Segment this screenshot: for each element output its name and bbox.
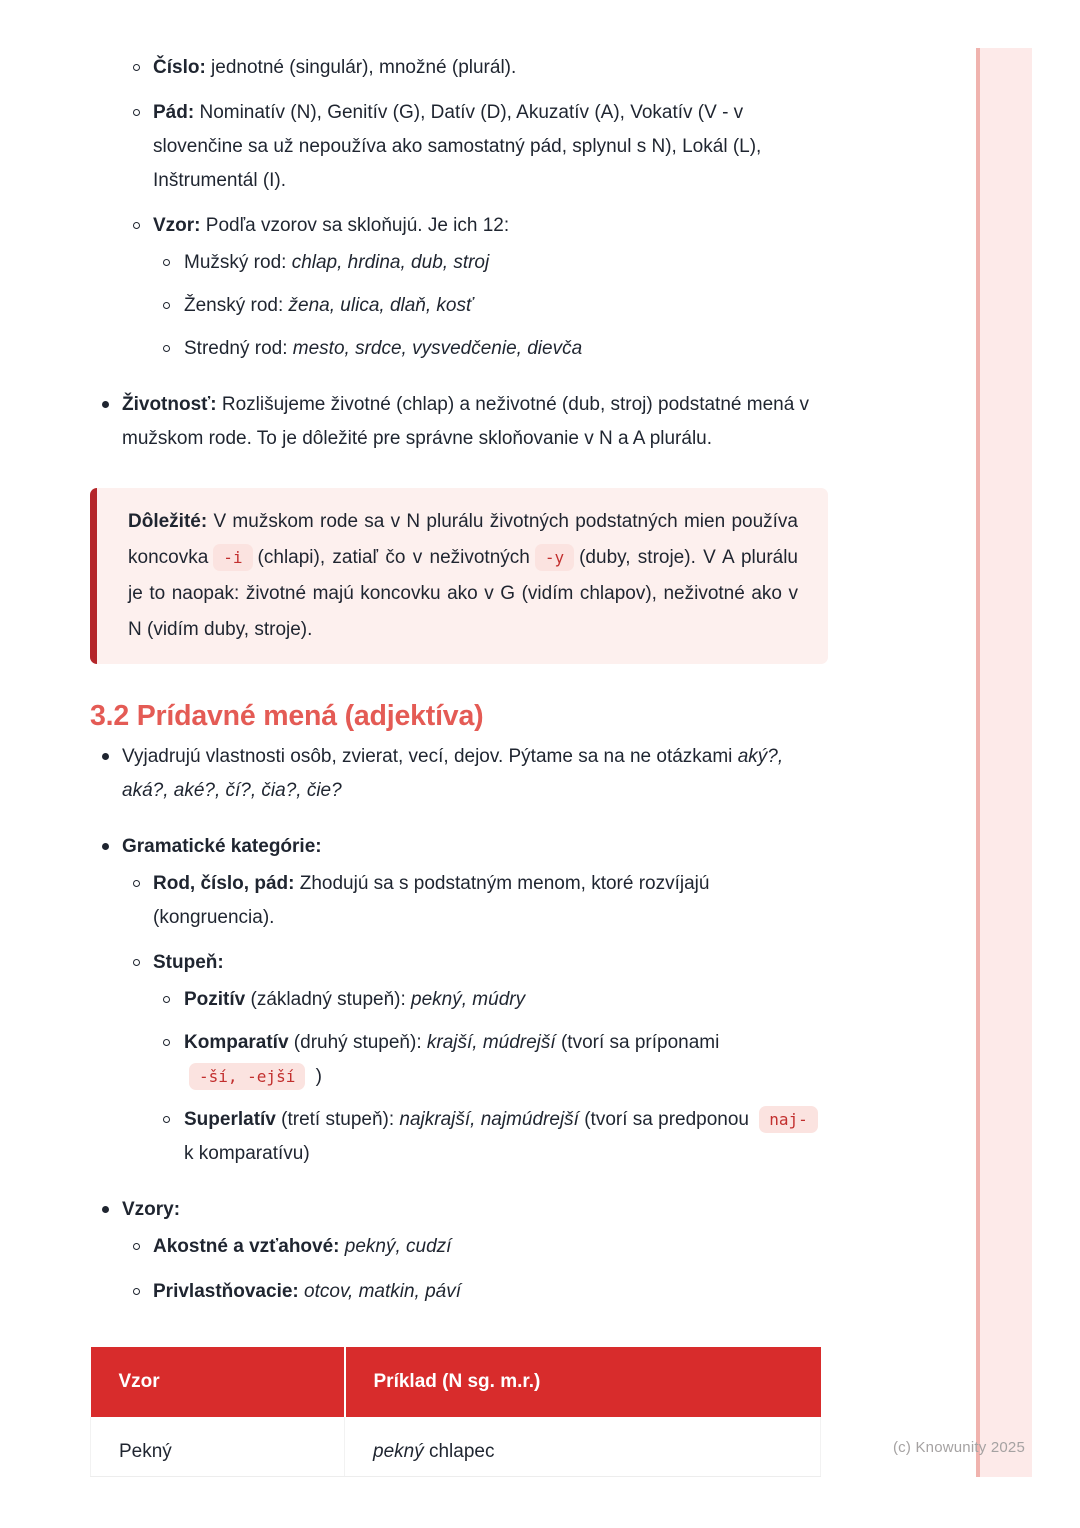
text-segment: V mužskom rode sa v N plurálu životných podstatných mien používa koncovka [128, 511, 798, 568]
bullet-marker-icon [133, 222, 140, 229]
list-item [90, 867, 828, 935]
list-item-text [122, 394, 809, 449]
watermark: (c) Knowunity 2025 [892, 1439, 1025, 1456]
text-segment: najkrajší, najmúdrejší [399, 1109, 579, 1130]
table-header-label: Vzor [118, 1371, 160, 1392]
list-item-text [122, 746, 783, 801]
text-segment: mesto, srdce, vysvedčenie, dievča [292, 338, 583, 359]
list-item [90, 946, 828, 980]
text-segment: Číslo: [153, 57, 206, 78]
table-row [91, 1417, 821, 1477]
bullet-marker-icon [163, 996, 170, 1003]
text-segment: Pekný [119, 1441, 172, 1462]
list-item [90, 1026, 828, 1094]
text-segment: (základný stupeň): [245, 989, 412, 1010]
text-segment: (duby, stroje). V A plurálu je to naopak: životné majú koncovku ako v G (vidím chlapov), neživotné ako v N (vidím duby, stroje). [128, 547, 798, 640]
text-segment: Stupeň: [153, 952, 224, 973]
list-item [90, 1193, 828, 1227]
list-item-text [153, 952, 224, 973]
bullet-marker-icon [163, 302, 170, 309]
bullet-marker-icon [133, 1243, 140, 1250]
text-segment: chlap, hrdina, dub, stroj [291, 252, 490, 273]
text-segment: aký?, aká?, aké?, čí?, čia?, čie? [122, 746, 784, 801]
table-cell [345, 1417, 821, 1477]
text-segment: (druhý stupeň): [288, 1032, 427, 1053]
text-segment: (tvorí sa príponami [555, 1032, 720, 1053]
text-segment: jednotné (singulár), množné (plurál). [205, 57, 517, 78]
vzor-table [90, 1347, 821, 1477]
list-item-text [184, 295, 473, 316]
list-item [90, 983, 828, 1017]
list-item-text [153, 102, 761, 191]
text-segment: chlapec [423, 1441, 495, 1462]
text-segment: krajší, múdrejší [426, 1032, 556, 1053]
page-margin-strip [976, 48, 1032, 1477]
list-item-text [153, 1281, 461, 1302]
code-chip: -i [213, 544, 252, 571]
text-segment: Zhodujú sa s podstatným menom, ktoré rozvíjajú (kongruencia). [153, 873, 710, 928]
document-content [90, 0, 828, 1477]
text-segment: Rod, číslo, pád: [153, 873, 295, 894]
table-body [91, 1417, 821, 1477]
text-segment: Komparatív [184, 1032, 289, 1053]
list-item-text [184, 252, 489, 273]
list-item-text [122, 836, 322, 857]
text-segment: Pád: [153, 102, 195, 123]
text-segment: pekný, cudzí [344, 1236, 452, 1257]
list-item [90, 289, 828, 323]
text-segment: (tvorí sa predponou [578, 1109, 755, 1130]
text-segment: Mužský rod: [184, 252, 292, 273]
text-segment: Gramatické kategórie: [122, 836, 322, 857]
list-item-text [122, 1199, 180, 1220]
text-segment: pekný [373, 1441, 424, 1462]
bullet-marker-icon [133, 1288, 140, 1295]
text-segment: Nominatív (N), Genitív (G), Datív (D), Akuzatív (A), Vokatív (V - v slovenčine sa už nepoužíva ako samostatný pád, splynul s N), Lokál (L), Inštrumentál (I). [153, 102, 762, 191]
list-item [90, 1275, 828, 1309]
text-segment: Privlastňovacie: [153, 1281, 299, 1302]
text-segment: Vyjadrujú vlastnosti osôb, zvierat, vecí, dejov. Pýtame sa na ne otázkami [122, 746, 738, 767]
text-segment: ) [310, 1066, 322, 1087]
list-item-text [184, 1109, 823, 1164]
text-segment: Pozitív [184, 989, 246, 1010]
list-item [90, 1230, 828, 1264]
bullet-marker-icon [163, 259, 170, 266]
list-item [90, 209, 828, 243]
table-header-vzor [91, 1347, 345, 1417]
bullet-marker-icon [163, 1039, 170, 1046]
text-segment: žena, ulica, dlaň, kosť [288, 295, 473, 316]
list-item [90, 332, 828, 366]
bullet-marker-icon [102, 843, 109, 850]
list-item [90, 830, 828, 864]
noun-properties-list [90, 51, 828, 456]
text-segment: Superlatív [184, 1109, 276, 1130]
table-header-label: Príklad (N sg. m.r.) [373, 1371, 541, 1392]
text-segment: pekný, múdry [411, 989, 526, 1010]
callout-text [128, 511, 798, 640]
list-item-text [153, 57, 516, 78]
text-segment: Podľa vzorov sa skloňujú. Je ich 12: [200, 215, 510, 236]
bullet-marker-icon [163, 345, 170, 352]
list-item [90, 96, 828, 198]
list-item-text [184, 338, 582, 359]
list-item [90, 1103, 828, 1171]
text-segment: (tretí stupeň): [275, 1109, 400, 1130]
text-segment: k komparatívu) [184, 1143, 310, 1164]
list-item [90, 740, 828, 808]
table-header-row [91, 1347, 821, 1417]
page-bottom-edge [90, 1476, 821, 1477]
table-header-priklad [345, 1347, 821, 1417]
bullet-marker-icon [163, 1116, 170, 1123]
bullet-marker-icon [133, 880, 140, 887]
list-item-text [153, 215, 509, 236]
code-chip: -y [535, 544, 574, 571]
text-segment: otcov, matkin, páví [304, 1281, 462, 1302]
bullet-marker-icon [102, 1206, 109, 1213]
table-cell [91, 1417, 345, 1477]
text-segment: Životnosť: [122, 394, 217, 415]
list-item [90, 388, 828, 456]
bullet-marker-icon [133, 959, 140, 966]
section-heading: 3.2 Prídavné mená (adjektíva) [90, 700, 484, 732]
list-item-text [184, 1032, 719, 1087]
bullet-marker-icon [133, 64, 140, 71]
list-item [90, 246, 828, 280]
list-item [90, 51, 828, 85]
adjectives-list [90, 740, 828, 1309]
text-segment: Stredný rod: [184, 338, 293, 359]
bullet-marker-icon [102, 753, 109, 760]
text-segment: Rozlišujeme životné (chlap) a neživotné (dub, stroj) podstatné mená v mužskom rode. To je dôležité pre správne skloňovanie v N a A plurálu. [122, 394, 810, 449]
important-callout [90, 488, 828, 664]
list-item-text [153, 873, 709, 928]
code-chip: naj- [759, 1106, 818, 1133]
code-chip: -ší, -ejší [189, 1063, 305, 1090]
text-segment: Vzor: [153, 215, 201, 236]
list-item-text [153, 1236, 451, 1257]
text-segment: (chlapi), zatiaľ čo v neživotných [257, 547, 530, 568]
text-segment: Dôležité: [128, 511, 208, 532]
bullet-marker-icon [133, 109, 140, 116]
text-segment: Akostné a vzťahové: [153, 1236, 340, 1257]
text-segment: Vzory: [122, 1199, 181, 1220]
list-item-text [184, 989, 525, 1010]
text-segment: Ženský rod: [184, 295, 289, 316]
bullet-marker-icon [102, 401, 109, 408]
